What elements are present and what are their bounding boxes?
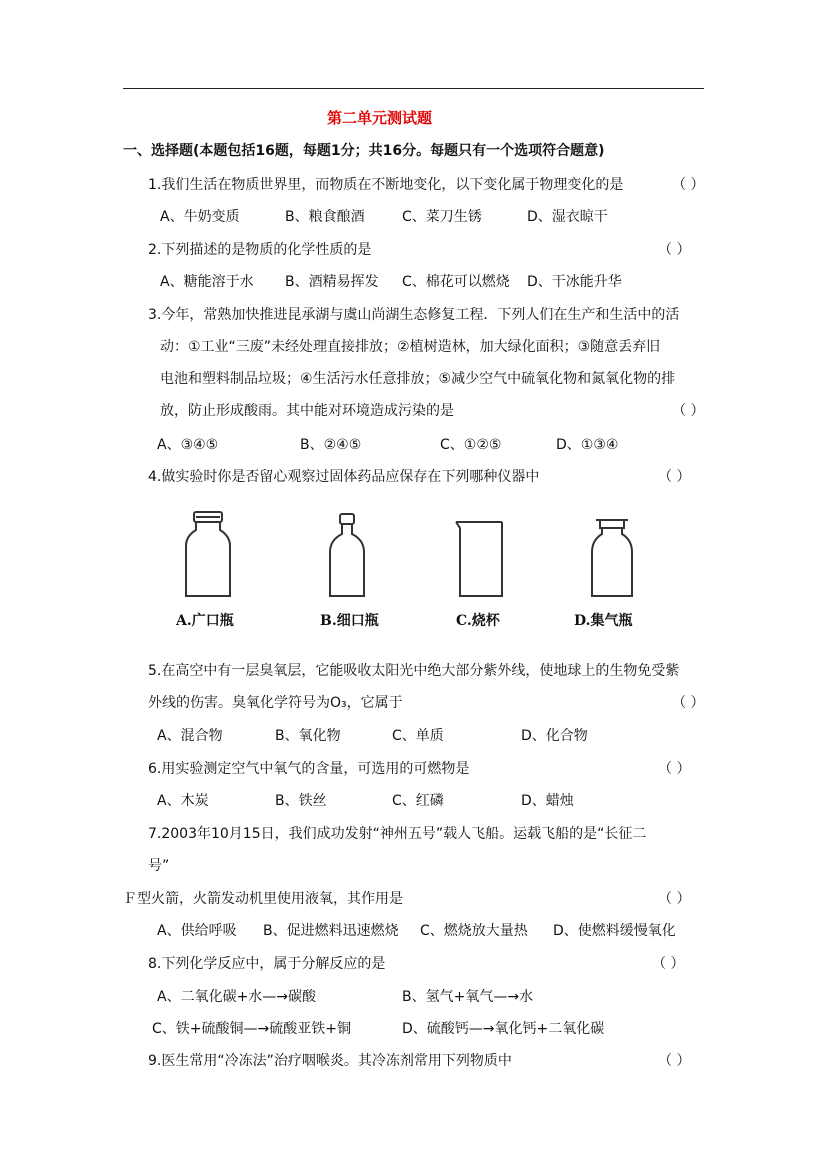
q5-option-b: B、氧化物 [275,728,341,744]
q2-option-c: C、棉花可以燃烧 [402,274,510,290]
q3-option-a: A、③④⑤ [157,437,219,453]
caption-c: C.烧杯 [456,613,500,629]
gas-collecting-bottle-icon [592,520,632,596]
q8-stem: 8.下列化学反应中，属于分解反应的是 [148,956,386,972]
q3-option-c: C、①②⑤ [440,437,502,453]
header-rule [123,88,704,89]
q7-option-b: B、促进燃料迅速燃烧 [263,923,399,939]
q7-line-3: Ｆ型火箭，火箭发动机里使用液氧，其作用是 [123,891,403,907]
q1-option-d: D、湿衣晾干 [527,209,608,225]
q6-answer-paren: （ ） [658,761,691,777]
q3-option-d: D、①③④ [556,437,619,453]
q5-option-a: A、混合物 [157,728,223,744]
q6-option-a: A、木炭 [157,793,209,809]
q8-option-a: A、二氧化碳+水—→碳酸 [157,989,317,1005]
caption-d: D.集气瓶 [574,613,633,629]
q3-line-3: 电池和塑料制品垃圾；④生活污水任意排放；⑤减少空气中硫氧化物和氮氧化物的排 [160,371,676,387]
q5-answer-paren: （ ） [672,695,705,711]
q6-option-c: C、红磷 [392,793,444,809]
caption-b: B.细口瓶 [320,613,379,629]
q7-option-a: A、供给呼吸 [157,923,237,939]
q5-option-c: C、单质 [392,728,444,744]
q1-option-b: B、粮食酿酒 [285,209,365,225]
q5-line-1: 5.在高空中有一层臭氧层，它能吸收太阳光中绝大部分紫外线，使地球上的生物免受紫 [148,663,680,679]
q1-answer-paren: （ ） [672,177,705,193]
q8-option-d: D、硫酸钙—→氧化钙+二氧化碳 [402,1021,605,1037]
apparatus-drawings [160,508,660,608]
q9-stem: 9.医生常用“冷冻法”治疗咽喉炎。其冷冻剂常用下列物质中 [148,1053,512,1069]
wide-mouth-bottle-icon [186,512,230,596]
q7-line-1: 7.2003年10月15日，我们成功发射“神州五号”载人飞船。运载飞船的是“长征二 [148,826,647,842]
q1-option-c: C、菜刀生锈 [402,209,482,225]
q8-option-b: B、氢气+氧气—→水 [402,989,534,1005]
q3-option-b: B、②④⑤ [300,437,362,453]
lab-apparatus-figure [160,508,660,638]
q2-option-a: A、糖能溶于水 [160,274,254,290]
q5-option-d: D、化合物 [521,728,588,744]
page-title: 第二单元测试题 [327,109,433,127]
q2-stem: 2.下列描述的是物质的化学性质的是 [148,242,372,258]
q3-line-2: 动：①工业“三废”未经处理直接排放；②植树造林，加大绿化面积；③随意丢弃旧 [160,339,661,355]
beaker-icon [456,522,502,596]
q9-answer-paren: （ ） [658,1053,691,1069]
q5-line-2: 外线的伤害。臭氧化学符号为O₃，它属于 [148,695,403,711]
q3-line-1: 3.今年，常熟加快推进昆承湖与虞山尚湖生态修复工程．下列人们在生产和生活中的活 [148,307,680,323]
q8-answer-paren: （ ） [652,956,685,972]
narrow-mouth-bottle-icon [330,514,364,596]
section-header: 一、选择题(本题包括16题，每题1分；共16分。每题只有一个选项符合题意) [123,143,605,159]
q3-line-4: 放，防止形成酸雨。其中能对环境造成污染的是 [160,403,454,419]
q6-stem: 6.用实验测定空气中氧气的含量，可选用的可燃物是 [148,761,470,777]
q2-option-d: D、干冰能升华 [527,274,622,290]
q8-option-c: C、铁+硫酸铜—→硫酸亚铁+铜 [152,1021,351,1037]
q3-answer-paren: （ ） [672,403,705,419]
q7-option-d: D、使燃料缓慢氧化 [553,923,676,939]
q4-answer-paren: （ ） [658,469,691,485]
q6-option-b: B、铁丝 [275,793,327,809]
q4-stem: 4.做实验时你是否留心观察过固体药品应保存在下列哪种仪器中 [148,469,540,485]
q1-stem: 1.我们生活在物质世界里，而物质在不断地变化，以下变化属于物理变化的是 [148,177,624,193]
q7-line-2: 号” [148,858,170,874]
caption-a: A.广口瓶 [176,613,234,629]
q7-option-c: C、燃烧放大量热 [420,923,528,939]
q7-answer-paren: （ ） [658,891,691,907]
q2-option-b: B、酒精易挥发 [285,274,379,290]
q6-option-d: D、蜡烛 [521,793,574,809]
q2-answer-paren: （ ） [658,242,691,258]
q1-option-a: A、牛奶变质 [160,209,240,225]
